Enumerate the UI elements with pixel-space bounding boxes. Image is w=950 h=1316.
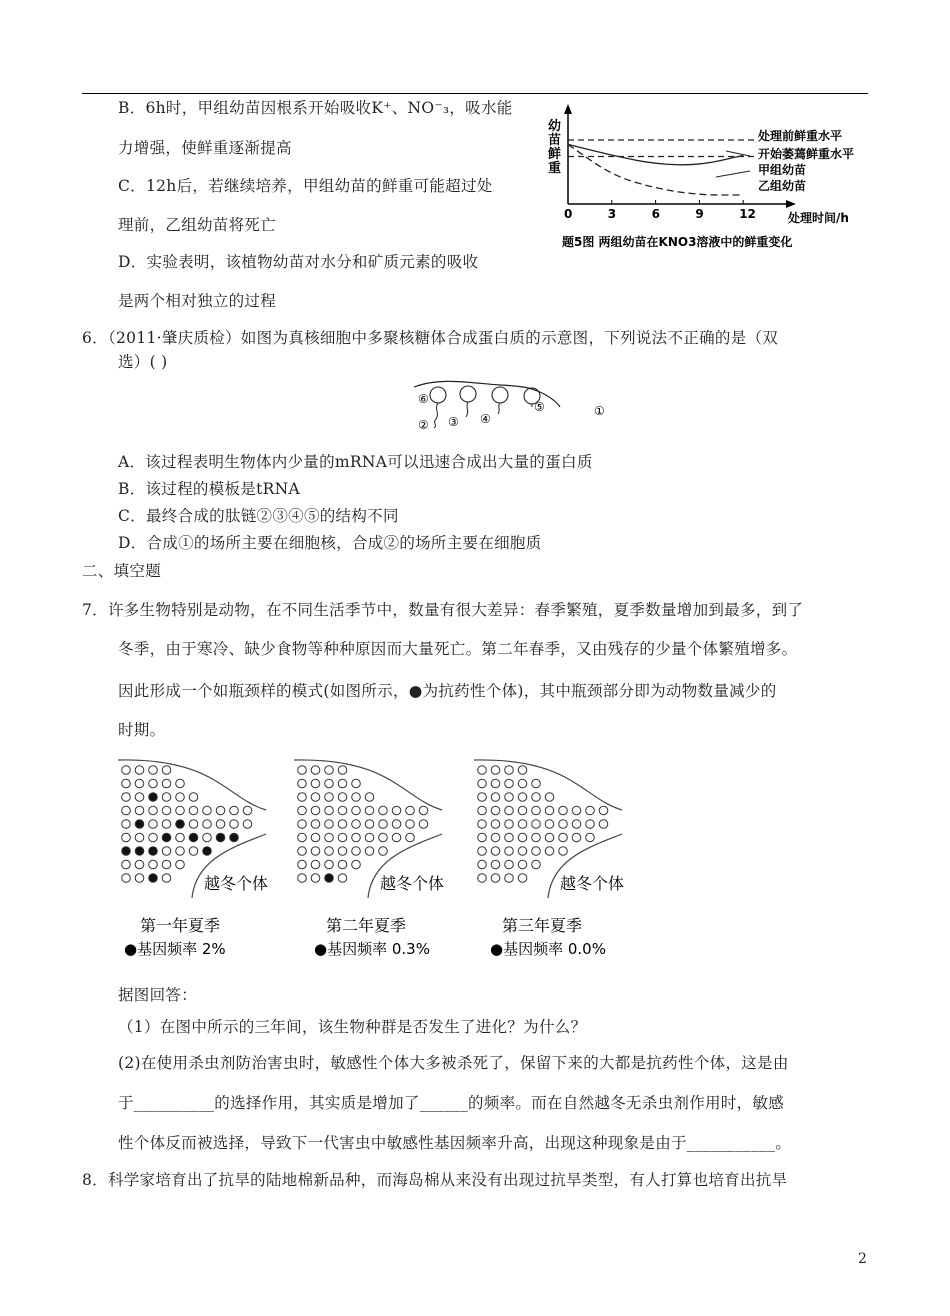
sensitive-individual bbox=[325, 806, 334, 815]
sensitive-individual bbox=[365, 847, 374, 856]
sensitive-individual bbox=[298, 847, 307, 856]
x-tick-label: 6 bbox=[651, 207, 660, 221]
label-1: ① bbox=[594, 404, 605, 418]
sensitive-individual bbox=[599, 820, 608, 829]
sensitive-individual bbox=[352, 847, 361, 856]
sensitive-individual bbox=[243, 806, 252, 815]
sensitive-individual bbox=[311, 779, 320, 788]
sensitive-individual bbox=[505, 793, 514, 802]
q6-option-b: B．该过程的模板是tRNA bbox=[118, 480, 300, 498]
sensitive-individual bbox=[311, 766, 320, 775]
sensitive-individual bbox=[338, 779, 347, 788]
sensitive-individual bbox=[230, 806, 239, 815]
q7-sub1: （1）在图中所示的三年间，该生物种群是否发生了进化？为什么？ bbox=[118, 1018, 587, 1036]
sensitive-individual bbox=[189, 793, 198, 802]
sensitive-individual bbox=[162, 860, 171, 869]
sensitive-individual bbox=[311, 874, 320, 883]
sensitive-individual bbox=[243, 820, 252, 829]
ribosome bbox=[492, 387, 508, 403]
sensitive-individual bbox=[532, 806, 541, 815]
resistant-individual bbox=[230, 833, 239, 842]
x-tick-label: 9 bbox=[695, 207, 704, 221]
sensitive-individual bbox=[203, 833, 212, 842]
sensitive-individual bbox=[478, 847, 487, 856]
legend-group-jia: 甲组幼苗 bbox=[758, 163, 807, 177]
sensitive-individual bbox=[518, 874, 527, 883]
sensitive-individual bbox=[392, 806, 401, 815]
chart-line-group-jia bbox=[568, 144, 743, 164]
sensitive-individual bbox=[176, 833, 185, 842]
resistant-individual bbox=[149, 793, 158, 802]
sensitive-individual bbox=[162, 874, 171, 883]
ribosome bbox=[460, 386, 476, 402]
sensitive-individual bbox=[352, 793, 361, 802]
sensitive-individual bbox=[505, 847, 514, 856]
sensitive-individual bbox=[298, 860, 307, 869]
sensitive-individual bbox=[545, 833, 554, 842]
sensitive-individual bbox=[325, 766, 334, 775]
chart-xlabel: 处理时间/h bbox=[788, 211, 849, 225]
chart-ylabel-char: 苗 bbox=[548, 133, 562, 148]
resistant-individual bbox=[149, 847, 158, 856]
chart-caption: 题5图 两组幼苗在KNO3溶液中的鲜重变化 bbox=[562, 235, 793, 249]
chart-line-group-yi bbox=[568, 144, 743, 195]
sensitive-individual bbox=[392, 833, 401, 842]
sensitive-individual bbox=[203, 820, 212, 829]
sensitive-individual bbox=[559, 820, 568, 829]
panel2-title: 第二年夏季 bbox=[326, 916, 407, 935]
q6-option-d: D．合成①的场所主要在细胞核，合成②的场所主要在细胞质 bbox=[118, 534, 542, 552]
sensitive-individual bbox=[491, 874, 500, 883]
sensitive-individual bbox=[135, 860, 144, 869]
label-5: ⑤ bbox=[534, 400, 545, 414]
q8-para-line1: 8．科学家培育出了抗旱的陆地棉新品种，而海岛棉从来没有出现过抗旱类型，有人打算也培育出抗旱 bbox=[82, 1171, 788, 1189]
sensitive-individual bbox=[149, 806, 158, 815]
q5-option-c-line1: C．12h后，若继续培养，甲组幼苗的鲜重可能超过处 bbox=[118, 177, 493, 195]
sensitive-individual bbox=[365, 833, 374, 842]
sensitive-individual bbox=[325, 847, 334, 856]
sensitive-individual bbox=[203, 806, 212, 815]
sensitive-individual bbox=[532, 860, 541, 869]
sensitive-individual bbox=[491, 806, 500, 815]
sensitive-individual bbox=[325, 833, 334, 842]
resistant-individual bbox=[325, 874, 334, 883]
sensitive-individual bbox=[176, 806, 185, 815]
sensitive-individual bbox=[298, 820, 307, 829]
sensitive-individual bbox=[491, 833, 500, 842]
sensitive-individual bbox=[532, 833, 541, 842]
sensitive-individual bbox=[365, 793, 374, 802]
resistant-individual bbox=[135, 847, 144, 856]
sensitive-individual bbox=[365, 806, 374, 815]
sensitive-individual bbox=[298, 874, 307, 883]
sensitive-individual bbox=[518, 833, 527, 842]
sensitive-individual bbox=[298, 766, 307, 775]
sensitive-individual bbox=[518, 766, 527, 775]
sensitive-individual bbox=[338, 874, 347, 883]
sensitive-individual bbox=[352, 779, 361, 788]
chart-x-arrow bbox=[786, 200, 796, 208]
sensitive-individual bbox=[586, 806, 595, 815]
sensitive-individual bbox=[518, 793, 527, 802]
sensitive-individual bbox=[505, 860, 514, 869]
panel1-title: 第一年夏季 bbox=[140, 916, 221, 935]
sensitive-individual bbox=[162, 806, 171, 815]
sensitive-individual bbox=[505, 820, 514, 829]
sensitive-individual bbox=[135, 766, 144, 775]
sensitive-individual bbox=[572, 833, 581, 842]
sensitive-individual bbox=[311, 860, 320, 869]
sensitive-individual bbox=[559, 833, 568, 842]
chart-ylabel-char: 鲜 bbox=[548, 147, 562, 162]
sensitive-individual bbox=[149, 833, 158, 842]
sensitive-individual bbox=[406, 806, 415, 815]
q6-stem-line1: 6．（2011·肇庆质检）如图为真核细胞中多聚核糖体合成蛋白质的示意图，下列说法不正确的是（双 bbox=[82, 329, 779, 347]
sensitive-individual bbox=[162, 847, 171, 856]
resistant-individual bbox=[162, 833, 171, 842]
sensitive-individual bbox=[135, 793, 144, 802]
sensitive-individual bbox=[162, 820, 171, 829]
sensitive-individual bbox=[311, 833, 320, 842]
sensitive-individual bbox=[189, 847, 198, 856]
q7-answer-intro: 据图回答： bbox=[118, 986, 198, 1004]
sensitive-individual bbox=[122, 820, 131, 829]
sensitive-individual bbox=[122, 860, 131, 869]
resistant-individual bbox=[176, 820, 185, 829]
q7-para-line3: 因此形成一个如瓶颈样的模式(如图所示，●为抗药性个体)，其中瓶颈部分即为动物数量减少的 bbox=[118, 682, 777, 700]
sensitive-individual bbox=[230, 820, 239, 829]
sensitive-individual bbox=[162, 793, 171, 802]
sensitive-individual bbox=[505, 833, 514, 842]
q7-para-line4: 时期。 bbox=[118, 721, 166, 739]
x-tick-label: 12 bbox=[739, 207, 756, 221]
x-tick-label: 3 bbox=[607, 207, 617, 221]
sensitive-individual bbox=[491, 820, 500, 829]
resistant-individual bbox=[149, 874, 158, 883]
sensitive-individual bbox=[298, 833, 307, 842]
sensitive-individual bbox=[338, 806, 347, 815]
sensitive-individual bbox=[352, 833, 361, 842]
sensitive-individual bbox=[478, 833, 487, 842]
resistant-individual bbox=[216, 833, 225, 842]
sensitive-individual bbox=[491, 860, 500, 869]
sensitive-individual bbox=[532, 847, 541, 856]
sensitive-individual bbox=[491, 766, 500, 775]
q5-option-b-line2: 力增强，使鲜重逐渐提高 bbox=[118, 139, 292, 157]
sensitive-individual bbox=[532, 779, 541, 788]
peptide-chain bbox=[498, 403, 500, 414]
sensitive-individual bbox=[311, 820, 320, 829]
legend-wilt-level: 开始萎蔫鲜重水平 bbox=[758, 147, 855, 161]
panel3-freq: ●基因频率 0.0% bbox=[490, 940, 606, 958]
sensitive-individual bbox=[176, 860, 185, 869]
sensitive-individual bbox=[122, 793, 131, 802]
chart-ylabel-char: 重 bbox=[548, 161, 562, 176]
sensitive-individual bbox=[338, 860, 347, 869]
sensitive-individual bbox=[478, 793, 487, 802]
sensitive-individual bbox=[379, 820, 388, 829]
q7-sub2-line3: 性个体反而被选择，导致下一代害虫中敏感性基因频率升高，出现这种现象是由于___________。 bbox=[118, 1134, 792, 1152]
chart-y-arrow bbox=[564, 104, 572, 114]
sensitive-individual bbox=[216, 820, 225, 829]
sensitive-individual bbox=[365, 820, 374, 829]
q5-option-d-line2: 是两个相对独立的过程 bbox=[118, 292, 277, 310]
legend-before-level: 处理前鲜重水平 bbox=[758, 129, 843, 143]
q7-para-line1: 7．许多生物特别是动物，在不同生活季节中，数量有很大差异：春季繁殖，夏季数量增加到最多，到了 bbox=[82, 601, 804, 619]
sensitive-individual bbox=[518, 847, 527, 856]
sensitive-individual bbox=[311, 847, 320, 856]
sensitive-individual bbox=[149, 766, 158, 775]
sensitive-individual bbox=[135, 779, 144, 788]
sensitive-individual bbox=[559, 847, 568, 856]
q7-sub2-line2: 于__________的选择作用，其实质是增加了______的频率。而在自然越冬无杀虫剂作用时，敏感 bbox=[118, 1094, 785, 1112]
sensitive-individual bbox=[505, 766, 514, 775]
sensitive-individual bbox=[352, 820, 361, 829]
sensitive-individual bbox=[298, 806, 307, 815]
q7-sub2-line1: (2)在使用杀虫剂防治害虫时，敏感性个体大多被杀死了，保留下来的大都是抗药性个体，这是由 bbox=[118, 1054, 789, 1072]
panel1-overwinter-label: 越冬个体 bbox=[204, 874, 269, 893]
panel1-freq: ●基因频率 2% bbox=[124, 940, 226, 958]
sensitive-individual bbox=[572, 806, 581, 815]
page-number: 2 bbox=[858, 1251, 867, 1267]
panel3-title: 第三年夏季 bbox=[502, 916, 583, 935]
resistant-individual bbox=[189, 833, 198, 842]
sensitive-individual bbox=[545, 793, 554, 802]
sensitive-individual bbox=[338, 793, 347, 802]
sensitive-individual bbox=[478, 779, 487, 788]
sensitive-individual bbox=[149, 820, 158, 829]
resistant-individual bbox=[203, 847, 212, 856]
sensitive-individual bbox=[298, 793, 307, 802]
sensitive-individual bbox=[162, 779, 171, 788]
sensitive-individual bbox=[352, 806, 361, 815]
sensitive-individual bbox=[325, 793, 334, 802]
sensitive-individual bbox=[149, 779, 158, 788]
legend-leader bbox=[726, 151, 750, 156]
q5-option-b-line1: B．6h时，甲组幼苗因根系开始吸收K⁺、NO⁻₃，吸水能 bbox=[118, 99, 513, 117]
q6-stem-line2: 选）( ) bbox=[118, 353, 168, 371]
q5-chart bbox=[540, 100, 880, 260]
label-3: ③ bbox=[448, 415, 459, 429]
x-tick-label: 0 bbox=[564, 207, 573, 221]
sensitive-individual bbox=[532, 820, 541, 829]
sensitive-individual bbox=[338, 847, 347, 856]
peptide-chain bbox=[466, 402, 468, 417]
sensitive-individual bbox=[532, 793, 541, 802]
sensitive-individual bbox=[325, 860, 334, 869]
sensitive-individual bbox=[505, 874, 514, 883]
sensitive-individual bbox=[379, 847, 388, 856]
sensitive-individual bbox=[338, 766, 347, 775]
sensitive-individual bbox=[586, 820, 595, 829]
label-2: ② bbox=[418, 418, 429, 432]
q6-option-c: C．最终合成的肽链②③④⑤的结构不同 bbox=[118, 507, 399, 525]
sensitive-individual bbox=[149, 860, 158, 869]
sensitive-individual bbox=[216, 806, 225, 815]
sensitive-individual bbox=[478, 766, 487, 775]
polyribosome-diagram bbox=[410, 373, 610, 435]
sensitive-individual bbox=[162, 766, 171, 775]
sensitive-individual bbox=[406, 820, 415, 829]
sensitive-individual bbox=[406, 833, 415, 842]
sensitive-individual bbox=[189, 820, 198, 829]
sensitive-individual bbox=[379, 833, 388, 842]
sensitive-individual bbox=[122, 874, 131, 883]
sensitive-individual bbox=[392, 820, 401, 829]
q5-option-c-line2: 理前，乙组幼苗将死亡 bbox=[118, 216, 277, 234]
sensitive-individual bbox=[379, 806, 388, 815]
panel3-overwinter-label: 越冬个体 bbox=[560, 874, 625, 893]
sensitive-individual bbox=[586, 833, 595, 842]
sensitive-individual bbox=[122, 779, 131, 788]
sensitive-individual bbox=[491, 779, 500, 788]
sensitive-individual bbox=[518, 820, 527, 829]
sensitive-individual bbox=[518, 860, 527, 869]
sensitive-individual bbox=[572, 820, 581, 829]
sensitive-individual bbox=[491, 793, 500, 802]
panel2-freq: ●基因频率 0.3% bbox=[314, 940, 430, 958]
label-6: ⑥ bbox=[418, 392, 429, 406]
ribosome bbox=[430, 387, 446, 403]
chart-ylabel-char: 幼 bbox=[548, 119, 562, 134]
sensitive-individual bbox=[325, 779, 334, 788]
sensitive-individual bbox=[176, 779, 185, 788]
resistant-individual bbox=[122, 847, 131, 856]
sensitive-individual bbox=[518, 779, 527, 788]
sensitive-individual bbox=[325, 820, 334, 829]
sensitive-individual bbox=[419, 820, 428, 829]
q5-option-d-line1: D．实验表明，该植物幼苗对水分和矿质元素的吸收 bbox=[118, 253, 479, 271]
sensitive-individual bbox=[545, 806, 554, 815]
panel2-overwinter-label: 越冬个体 bbox=[380, 874, 445, 893]
sensitive-individual bbox=[545, 847, 554, 856]
sensitive-individual bbox=[135, 833, 144, 842]
sensitive-individual bbox=[352, 860, 361, 869]
sensitive-individual bbox=[478, 806, 487, 815]
q7-para-line2: 冬季，由于寒冷、缺少食物等种种原因而大量死亡。第二年春季，又由残存的少量个体繁殖增多。 bbox=[118, 640, 798, 658]
sensitive-individual bbox=[478, 874, 487, 883]
sensitive-individual bbox=[176, 793, 185, 802]
sensitive-individual bbox=[559, 806, 568, 815]
sensitive-individual bbox=[298, 779, 307, 788]
sensitive-individual bbox=[599, 806, 608, 815]
legend-group-yi: 乙组幼苗 bbox=[758, 179, 807, 193]
sensitive-individual bbox=[478, 820, 487, 829]
peptide-chain bbox=[434, 403, 438, 428]
sensitive-individual bbox=[518, 806, 527, 815]
sensitive-individual bbox=[135, 806, 144, 815]
sensitive-individual bbox=[505, 779, 514, 788]
legend-leader bbox=[716, 171, 750, 177]
sensitive-individual bbox=[338, 833, 347, 842]
label-4: ④ bbox=[480, 412, 491, 426]
header-rule bbox=[82, 93, 868, 94]
sensitive-individual bbox=[122, 766, 131, 775]
sensitive-individual bbox=[311, 806, 320, 815]
sensitive-individual bbox=[419, 806, 428, 815]
sensitive-individual bbox=[135, 874, 144, 883]
sensitive-individual bbox=[491, 847, 500, 856]
sensitive-individual bbox=[338, 820, 347, 829]
q6-option-a: A．该过程表明生物体内少量的mRNA可以迅速合成出大量的蛋白质 bbox=[118, 453, 593, 471]
resistant-individual bbox=[135, 820, 144, 829]
sensitive-individual bbox=[122, 833, 131, 842]
bottleneck-figure bbox=[112, 758, 652, 968]
sensitive-individual bbox=[505, 806, 514, 815]
sensitive-individual bbox=[122, 806, 131, 815]
sensitive-individual bbox=[545, 820, 554, 829]
sensitive-individual bbox=[311, 793, 320, 802]
sensitive-individual bbox=[478, 860, 487, 869]
section-title: 二、填空题 bbox=[82, 562, 162, 580]
sensitive-individual bbox=[189, 806, 198, 815]
sensitive-individual bbox=[176, 847, 185, 856]
